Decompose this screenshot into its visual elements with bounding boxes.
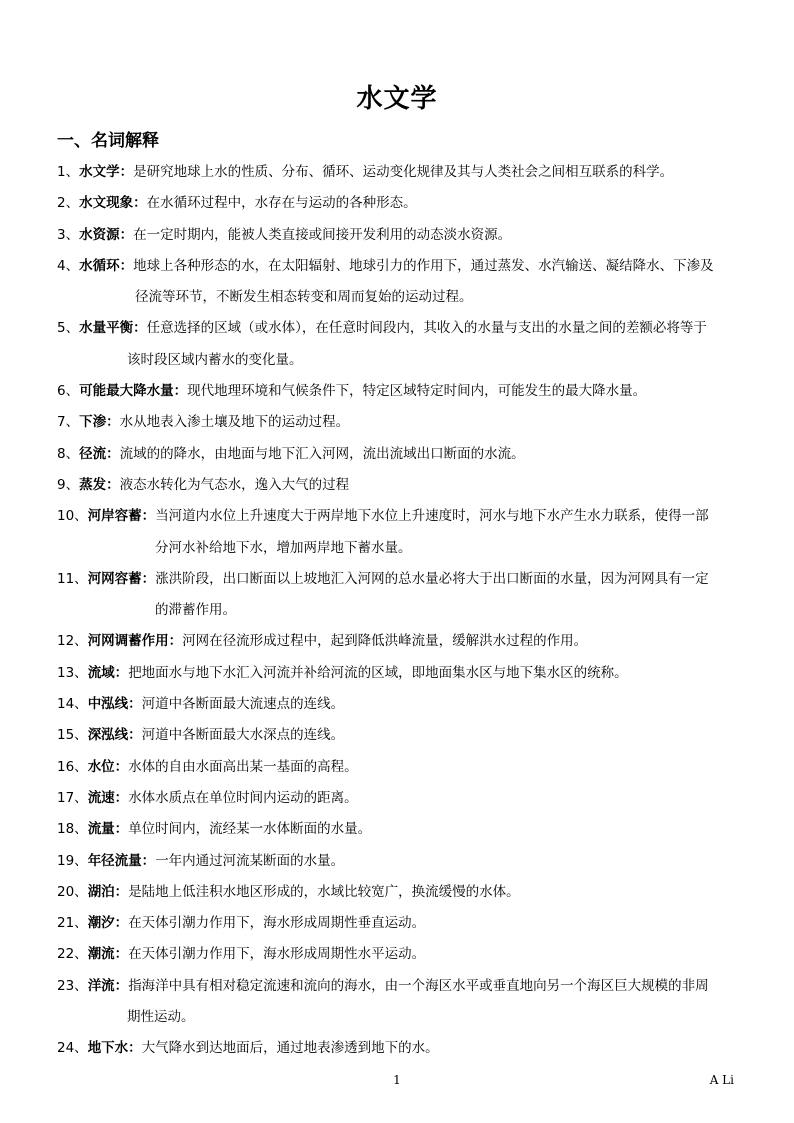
definition-first-line — [57, 381, 747, 412]
definition-first-line — [57, 757, 747, 788]
definition-item — [57, 162, 747, 193]
definition-first-line — [57, 851, 747, 882]
definition-term: 深泓线： — [87, 727, 142, 744]
definition-text: 地球上各种形态的水，在太阳辐射、地球引力的作用下，通过蒸发、水汽输送、凝结降水、下渗及 — [133, 257, 714, 274]
definition-number: 5、 — [57, 320, 80, 337]
definition-text: 在水循环过程中，水存在与运动的各种形态。 — [146, 195, 417, 212]
definition-number: 8、 — [57, 445, 80, 462]
definition-number: 6、 — [57, 383, 80, 400]
definition-number: 12、 — [57, 633, 88, 650]
definition-number: 20、 — [57, 883, 88, 900]
definition-number: 24、 — [57, 1040, 88, 1057]
definition-first-line — [57, 506, 747, 537]
definition-first-line — [57, 475, 747, 506]
definition-text: 水从地表入渗土壤及地下的运动过程。 — [119, 414, 350, 431]
definition-item — [57, 193, 747, 224]
definition-first-line — [57, 976, 747, 1007]
definition-term: 水位： — [87, 758, 129, 775]
definition-first-line — [57, 631, 747, 662]
definition-term: 流量： — [87, 821, 129, 838]
definition-number: 11、 — [57, 570, 88, 587]
definition-number: 16、 — [57, 758, 88, 775]
definition-item — [57, 976, 747, 1039]
definition-number: 14、 — [57, 696, 88, 713]
definition-first-line — [57, 193, 747, 224]
definition-item — [57, 851, 747, 882]
definition-number: 17、 — [57, 789, 88, 806]
definition-first-line — [57, 162, 747, 193]
definition-number: 2、 — [57, 195, 80, 212]
definition-item — [57, 412, 747, 443]
definition-number: 18、 — [57, 821, 88, 838]
definition-text: 指海洋中具有相对稳定流速和流向的海水，由一个海区水平或垂直地向另一个海区巨大规模的非周 — [128, 977, 709, 994]
definition-text: 河网在径流形成过程中，起到降低洪峰流量，缓解洪水过程的作用。 — [182, 633, 588, 650]
page-number: 1 — [393, 1073, 401, 1087]
definition-item — [57, 506, 747, 569]
definition-first-line — [57, 725, 747, 756]
definition-continuation-line — [57, 600, 747, 631]
definition-number: 23、 — [57, 977, 88, 994]
definition-text: 一年内通过河流某断面的水量。 — [155, 852, 345, 869]
definition-first-line — [57, 788, 747, 819]
definition-item — [57, 913, 747, 944]
definition-text: 任意选择的区域（或水体），在任意时间段内，其收入的水量与支出的水量之间的差额必将等于 — [146, 320, 707, 337]
definition-number: 7、 — [57, 414, 80, 431]
definition-text: 涨洪阶段，出口断面以上坡地汇入河网的总水量必将大于出口断面的水量，因为河网具有一定 — [155, 570, 709, 587]
definition-text: 当河道内水位上升速度大于两岸地下水位上升速度时，河水与地下水产生水力联系，使得一部 — [155, 508, 709, 525]
definition-first-line — [57, 882, 747, 913]
definition-text: 河道中各断面最大流速点的连线。 — [141, 696, 345, 713]
definition-item — [57, 757, 747, 788]
definition-text: 把地面水与地下水汇入河流并补给河流的区域，即地面集水区与地下集水区的统称。 — [128, 664, 628, 681]
definition-first-line — [57, 225, 747, 256]
definition-text: 大气降水到达地面后，通过地表渗透到地下的水。 — [141, 1040, 439, 1057]
definition-number: 22、 — [57, 946, 88, 963]
definition-term: 下渗： — [79, 414, 120, 431]
definition-item — [57, 1038, 747, 1069]
definition-first-line — [57, 663, 747, 694]
definition-text: 在一定时期内，能被人类直接或间接开发利用的动态淡水资源。 — [133, 226, 512, 243]
definition-term: 年径流量： — [87, 852, 156, 869]
definition-term: 水文现象： — [79, 195, 147, 212]
definition-first-line — [57, 944, 747, 975]
definition-term: 水量平衡： — [79, 320, 147, 337]
definition-term: 径流： — [79, 445, 120, 462]
definition-item — [57, 788, 747, 819]
definition-text: 是研究地球上水的性质、分布、循环、运动变化规律及其与人类社会之间相互联系的科学。 — [133, 164, 674, 180]
definition-number: 9、 — [57, 476, 80, 493]
definition-continuation-line — [57, 1007, 747, 1038]
definition-term: 中泓线： — [87, 696, 142, 713]
definition-item — [57, 569, 747, 632]
definition-item — [57, 444, 747, 475]
definition-number: 3、 — [57, 226, 80, 243]
definition-text: 单位时间内，流经某一水体断面的水量。 — [128, 821, 372, 838]
definition-first-line — [57, 819, 747, 850]
definition-item — [57, 381, 747, 412]
definition-text: 该时段区域内蓄水的变化量。 — [127, 351, 303, 368]
definition-item — [57, 475, 747, 506]
definition-term: 潮汐： — [87, 915, 129, 932]
definition-term: 地下水： — [87, 1040, 142, 1057]
definition-term: 流域： — [87, 664, 129, 681]
definition-text: 是陆地上低洼积水地区形成的，水域比较宽广，换流缓慢的水体。 — [128, 883, 520, 900]
definition-text: 液态水转化为气态水，逸入大气的过程 — [119, 476, 350, 493]
definition-term: 蒸发： — [79, 476, 120, 493]
footer-author: A Li — [709, 1073, 734, 1087]
definition-continuation-line — [57, 287, 747, 318]
definition-item — [57, 318, 747, 381]
definition-first-line — [57, 318, 747, 349]
definition-text: 期性运动。 — [127, 1009, 195, 1026]
definition-text: 径流等环节，不断发生相态转变和周而复始的运动过程。 — [135, 289, 473, 306]
definition-term: 潮流： — [87, 946, 129, 963]
definition-term: 水资源： — [79, 226, 134, 243]
section-heading: 一、名词解释 — [57, 131, 159, 151]
definition-text: 流域的的降水，由地面与地下汇入河网，流出流域出口断面的水流。 — [119, 445, 525, 462]
definition-continuation-line — [57, 350, 747, 381]
definition-number: 15、 — [57, 727, 88, 744]
definition-item — [57, 725, 747, 756]
definition-text: 在天体引潮力作用下，海水形成周期性水平运动。 — [128, 946, 426, 963]
definition-item — [57, 631, 747, 662]
definition-text: 的滞蓄作用。 — [155, 602, 236, 619]
definition-number: 4、 — [57, 257, 80, 274]
definition-item — [57, 819, 747, 850]
definition-first-line — [57, 569, 747, 600]
definition-number: 1、 — [57, 164, 80, 180]
definition-term: 洋流： — [87, 977, 129, 994]
definition-number: 21、 — [57, 915, 88, 932]
definition-term: 水循环： — [79, 257, 134, 274]
definition-term: 河网调蓄作用： — [87, 633, 183, 650]
definition-first-line — [57, 412, 747, 443]
definition-item — [57, 256, 747, 319]
definition-continuation-line — [57, 538, 747, 569]
definition-term: 湖泊： — [87, 883, 129, 900]
definition-item — [57, 882, 747, 913]
definition-number: 19、 — [57, 852, 88, 869]
definition-term: 水文学： — [79, 164, 134, 180]
definition-item — [57, 944, 747, 975]
definition-term: 可能最大降水量： — [79, 383, 188, 400]
definition-text: 水体水质点在单位时间内运动的距离。 — [128, 789, 358, 806]
definition-list — [57, 162, 747, 1070]
definition-term: 河网容蓄： — [87, 570, 156, 587]
definition-first-line — [57, 913, 747, 944]
definition-term: 河岸容蓄： — [87, 508, 156, 525]
definition-item — [57, 694, 747, 725]
definition-text: 分河水补给地下水，增加两岸地下蓄水量。 — [155, 539, 412, 556]
definition-term: 流速： — [87, 789, 129, 806]
definition-text: 现代地理环境和气候条件下，特定区域特定时间内，可能发生的最大降水量。 — [187, 383, 647, 400]
definition-first-line — [57, 444, 747, 475]
definition-text: 水体的自由水面高出某一基面的高程。 — [128, 758, 358, 775]
definition-text: 河道中各断面最大水深点的连线。 — [141, 727, 345, 744]
definition-first-line — [57, 694, 747, 725]
definition-item — [57, 225, 747, 256]
definition-item — [57, 663, 747, 694]
definition-number: 10、 — [57, 508, 88, 525]
document-title: 水文学 — [356, 84, 438, 114]
definition-first-line — [57, 1038, 747, 1069]
definition-number: 13、 — [57, 664, 88, 681]
definition-first-line — [57, 256, 747, 287]
definition-text: 在天体引潮力作用下，海水形成周期性垂直运动。 — [128, 915, 426, 932]
